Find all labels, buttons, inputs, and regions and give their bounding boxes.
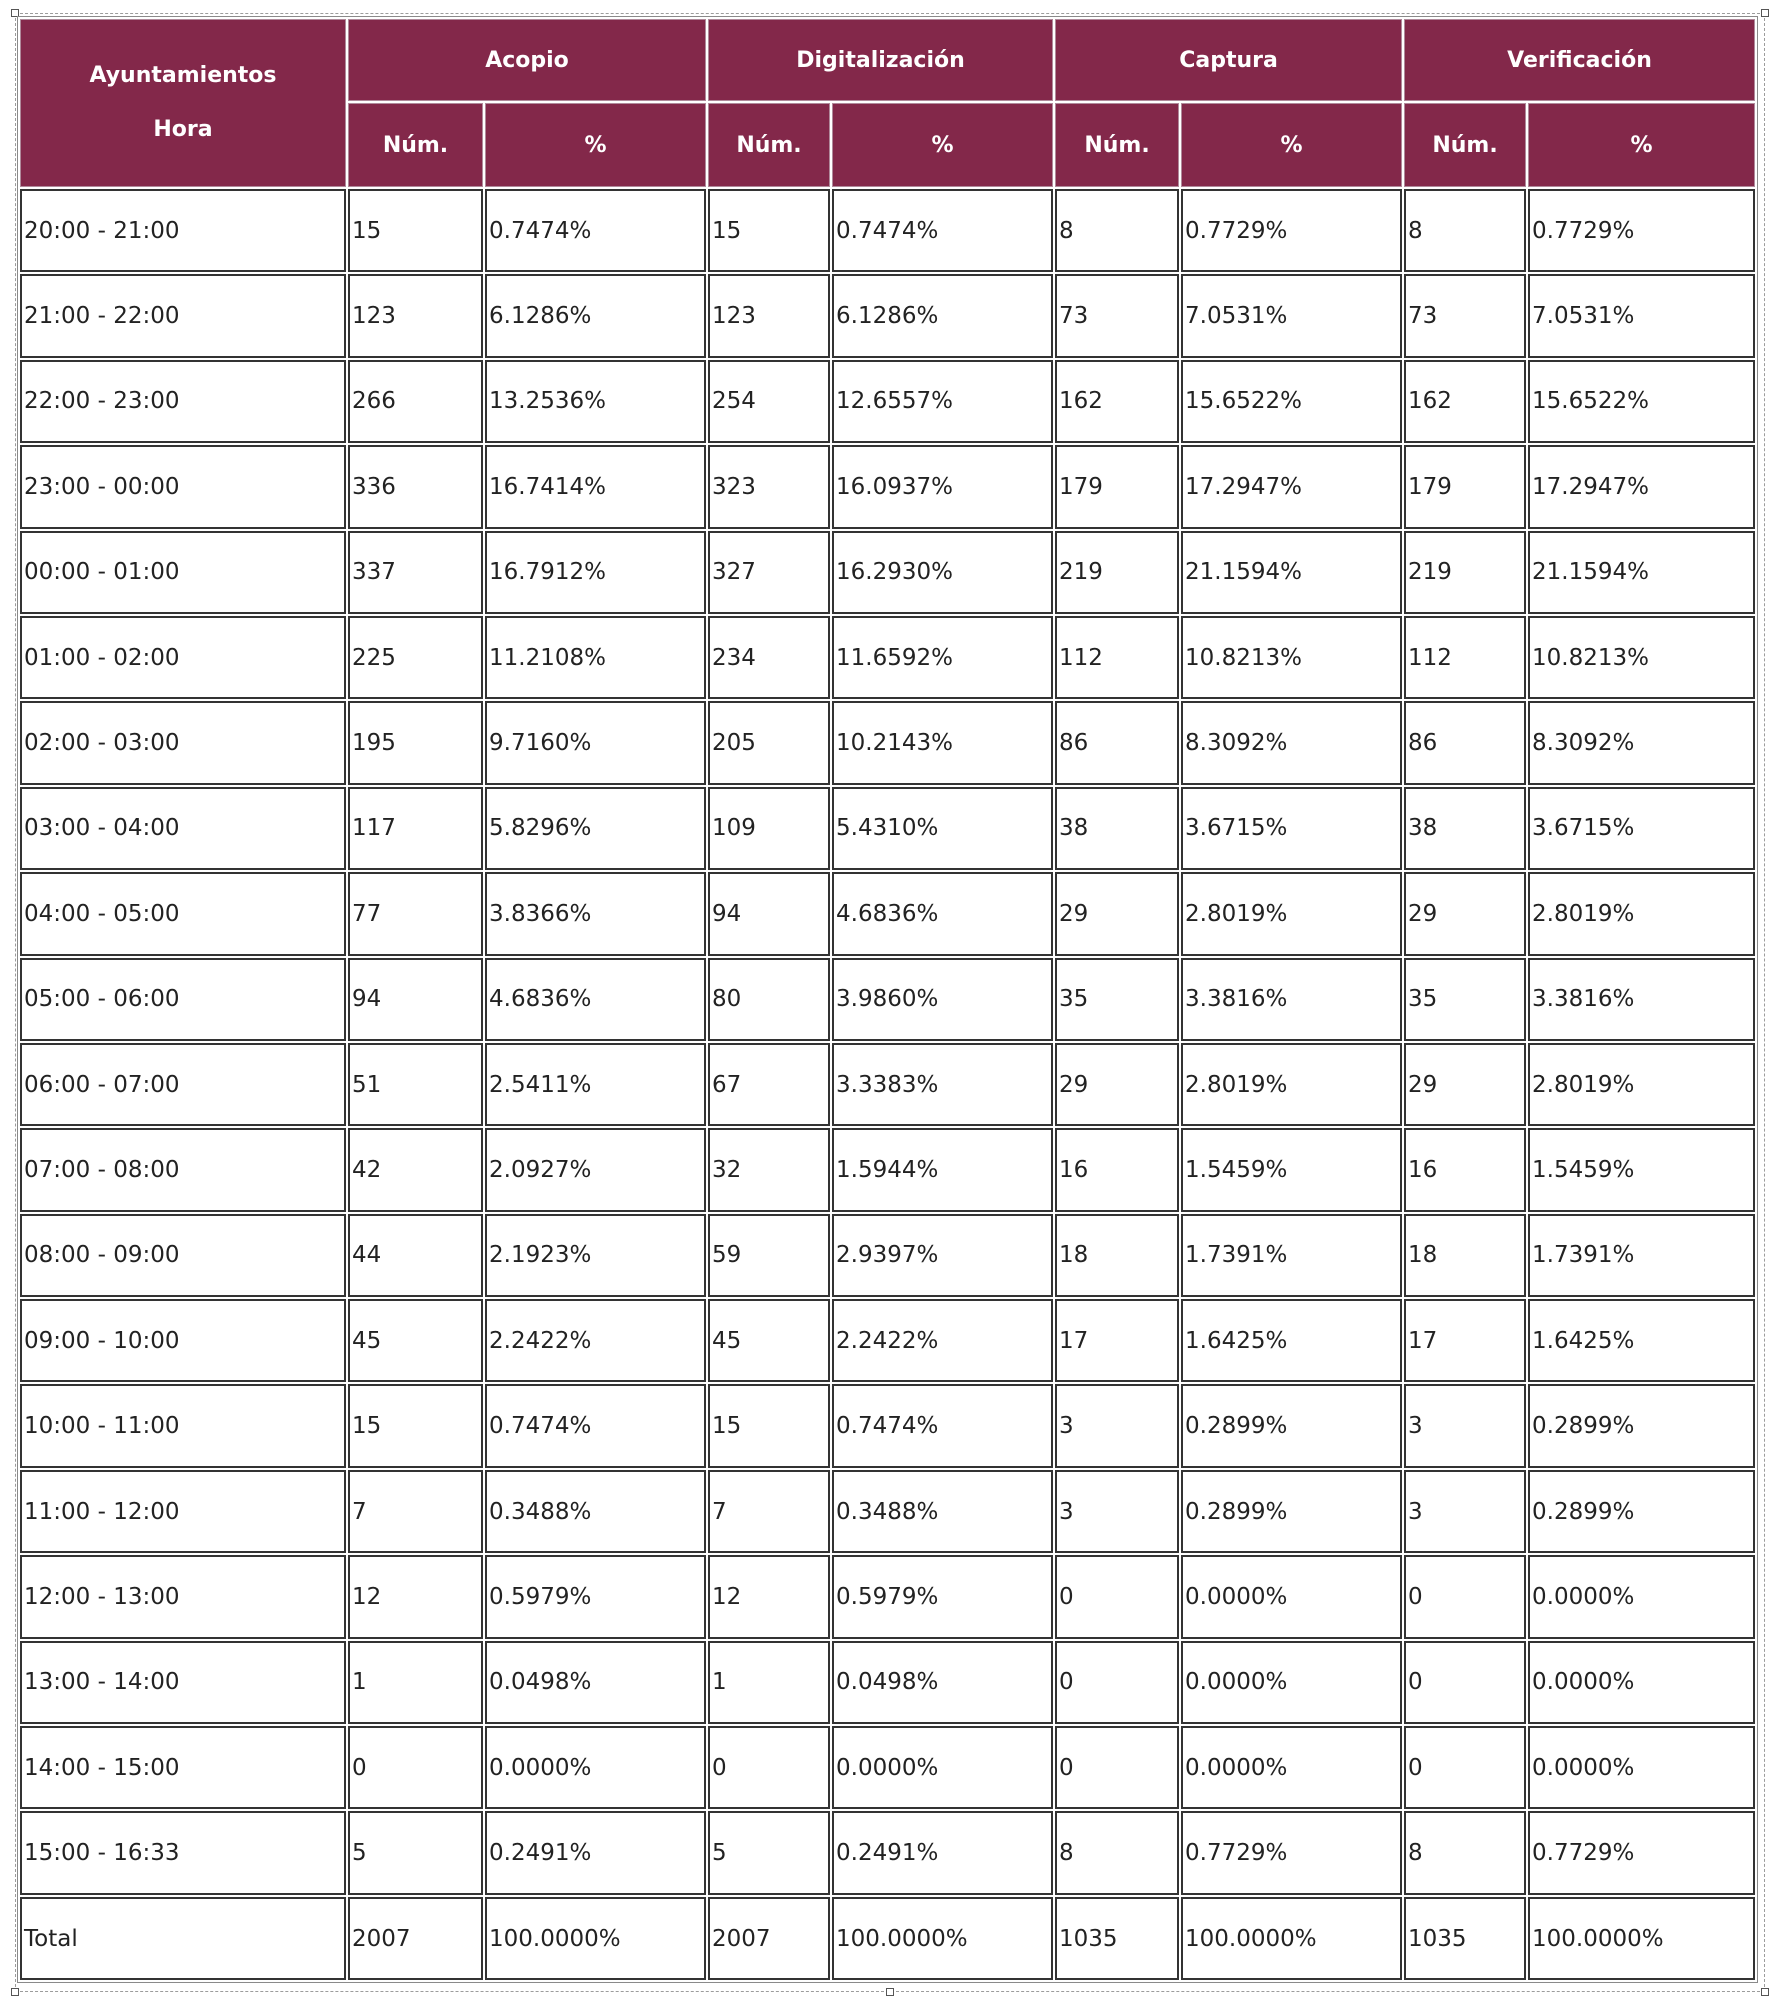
hora-cell: 14:00 - 15:00 — [20, 1726, 346, 1809]
hora-cell: 22:00 - 23:00 — [20, 360, 346, 443]
hora-cell: 07:00 - 08:00 — [20, 1128, 346, 1211]
resize-handle-top-right[interactable] — [1761, 9, 1769, 17]
captura-pct-cell: 0.2899% — [1181, 1384, 1402, 1467]
captura-num-cell: 3 — [1055, 1470, 1179, 1553]
acopio-num-cell: 5 — [348, 1811, 483, 1894]
hora-cell: 21:00 - 22:00 — [20, 274, 346, 357]
verificacion-pct-cell: 1.5459% — [1528, 1128, 1755, 1211]
digitalizacion-pct-cell: 12.6557% — [832, 360, 1053, 443]
verificacion-num-cell: 18 — [1404, 1214, 1526, 1297]
hora-cell: 12:00 - 13:00 — [20, 1555, 346, 1638]
hora-cell: 06:00 - 07:00 — [20, 1043, 346, 1126]
verificacion-num-cell: 35 — [1404, 958, 1526, 1041]
hora-cell: 08:00 - 09:00 — [20, 1214, 346, 1297]
acopio-pct-cell: 2.0927% — [485, 1128, 706, 1211]
digitalizacion-pct-cell: 16.0937% — [832, 445, 1053, 528]
captura-pct-cell: 0.7729% — [1181, 189, 1402, 272]
verificacion-num-cell: 162 — [1404, 360, 1526, 443]
verificacion-pct-cell: 0.7729% — [1528, 189, 1755, 272]
table-header — [20, 19, 1755, 187]
digitalizacion-num-cell: 1 — [708, 1641, 830, 1724]
digitalizacion-num-cell: 205 — [708, 701, 830, 784]
digitalizacion-pct-cell: 0.0000% — [832, 1726, 1053, 1809]
digitalizacion-num-cell: 80 — [708, 958, 830, 1041]
verificacion-pct-cell: 17.2947% — [1528, 445, 1755, 528]
header-group-acopio: Acopio — [348, 19, 706, 101]
acopio-num-cell: 51 — [348, 1043, 483, 1126]
header-row-groups — [20, 19, 1755, 101]
captura-num-cell: 18 — [1055, 1214, 1179, 1297]
acopio-num-cell: 15 — [348, 1384, 483, 1467]
acopio-num-cell: 1 — [348, 1641, 483, 1724]
captura-pct-cell: 21.1594% — [1181, 531, 1402, 614]
captura-num-cell: 3 — [1055, 1384, 1179, 1467]
captura-num-cell: 16 — [1055, 1128, 1179, 1211]
acopio-num-cell: 337 — [348, 531, 483, 614]
verificacion-num-cell: 73 — [1404, 274, 1526, 357]
table-row — [20, 1470, 1755, 1553]
digitalizacion-num-cell: 15 — [708, 189, 830, 272]
digitalizacion-num-cell: 2007 — [708, 1897, 830, 1980]
verificacion-num-cell: 86 — [1404, 701, 1526, 784]
digitalizacion-num-cell: 123 — [708, 274, 830, 357]
table-row — [20, 445, 1755, 528]
acopio-num-cell: 45 — [348, 1299, 483, 1382]
digitalizacion-num-cell: 45 — [708, 1299, 830, 1382]
acopio-pct-cell: 100.0000% — [485, 1897, 706, 1980]
digitalizacion-pct-cell: 3.9860% — [832, 958, 1053, 1041]
subheader-verificacion-num: Núm. — [1404, 103, 1526, 187]
acopio-pct-cell: 0.2491% — [485, 1811, 706, 1894]
hora-cell: 02:00 - 03:00 — [20, 701, 346, 784]
captura-pct-cell: 7.0531% — [1181, 274, 1402, 357]
hora-cell: 15:00 - 16:33 — [20, 1811, 346, 1894]
resize-handle-bottom-right[interactable] — [1761, 1988, 1769, 1996]
acopio-pct-cell: 5.8296% — [485, 787, 706, 870]
subheader-captura-pct: % — [1181, 103, 1402, 187]
table-row — [20, 189, 1755, 272]
hora-cell: 03:00 - 04:00 — [20, 787, 346, 870]
captura-num-cell: 0 — [1055, 1555, 1179, 1638]
table-row — [20, 531, 1755, 614]
captura-pct-cell: 1.5459% — [1181, 1128, 1402, 1211]
captura-num-cell: 73 — [1055, 274, 1179, 357]
verificacion-num-cell: 179 — [1404, 445, 1526, 528]
acopio-num-cell: 117 — [348, 787, 483, 870]
digitalizacion-pct-cell: 0.5979% — [832, 1555, 1053, 1638]
verificacion-num-cell: 1035 — [1404, 1897, 1526, 1980]
verificacion-num-cell: 0 — [1404, 1641, 1526, 1724]
acopio-pct-cell: 0.5979% — [485, 1555, 706, 1638]
digitalizacion-num-cell: 94 — [708, 872, 830, 955]
subheader-digitalizacion-num: Núm. — [708, 103, 830, 187]
hora-cell: 01:00 - 02:00 — [20, 616, 346, 699]
captura-num-cell: 219 — [1055, 531, 1179, 614]
verificacion-num-cell: 38 — [1404, 787, 1526, 870]
captura-num-cell: 0 — [1055, 1641, 1179, 1724]
header-ayuntamientos-label: Ayuntamientos — [89, 63, 277, 88]
acopio-num-cell: 42 — [348, 1128, 483, 1211]
subheader-acopio-num: Núm. — [348, 103, 483, 187]
verificacion-pct-cell: 15.6522% — [1528, 360, 1755, 443]
digitalizacion-num-cell: 59 — [708, 1214, 830, 1297]
captura-num-cell: 8 — [1055, 1811, 1179, 1894]
verificacion-pct-cell: 0.2899% — [1528, 1470, 1755, 1553]
acopio-num-cell: 0 — [348, 1726, 483, 1809]
captura-num-cell: 112 — [1055, 616, 1179, 699]
results-table — [17, 16, 1758, 1983]
acopio-num-cell: 12 — [348, 1555, 483, 1638]
subheader-captura-num: Núm. — [1055, 103, 1179, 187]
digitalizacion-pct-cell: 4.6836% — [832, 872, 1053, 955]
acopio-num-cell: 2007 — [348, 1897, 483, 1980]
digitalizacion-num-cell: 234 — [708, 616, 830, 699]
verificacion-num-cell: 112 — [1404, 616, 1526, 699]
acopio-num-cell: 77 — [348, 872, 483, 955]
digitalizacion-num-cell: 323 — [708, 445, 830, 528]
table-row — [20, 787, 1755, 870]
table-row — [20, 1726, 1755, 1809]
verificacion-pct-cell: 3.3816% — [1528, 958, 1755, 1041]
table-body — [20, 189, 1755, 1980]
digitalizacion-num-cell: 7 — [708, 1470, 830, 1553]
verificacion-pct-cell: 10.8213% — [1528, 616, 1755, 699]
digitalizacion-num-cell: 254 — [708, 360, 830, 443]
resize-handle-bottom-middle[interactable] — [886, 1988, 894, 1996]
captura-pct-cell: 2.8019% — [1181, 1043, 1402, 1126]
header-hora-label: Hora — [153, 117, 213, 142]
acopio-pct-cell: 4.6836% — [485, 958, 706, 1041]
hora-cell: 13:00 - 14:00 — [20, 1641, 346, 1724]
verificacion-num-cell: 219 — [1404, 531, 1526, 614]
verificacion-pct-cell: 0.2899% — [1528, 1384, 1755, 1467]
table-row — [20, 872, 1755, 955]
acopio-num-cell: 15 — [348, 189, 483, 272]
captura-pct-cell: 0.2899% — [1181, 1470, 1402, 1553]
hora-cell: 10:00 - 11:00 — [20, 1384, 346, 1467]
digitalizacion-pct-cell: 5.4310% — [832, 787, 1053, 870]
table-row — [20, 1384, 1755, 1467]
verificacion-num-cell: 29 — [1404, 1043, 1526, 1126]
verificacion-pct-cell: 8.3092% — [1528, 701, 1755, 784]
verificacion-pct-cell: 100.0000% — [1528, 1897, 1755, 1980]
digitalizacion-pct-cell: 0.7474% — [832, 189, 1053, 272]
hora-cell: 05:00 - 06:00 — [20, 958, 346, 1041]
acopio-num-cell: 266 — [348, 360, 483, 443]
table-row — [20, 274, 1755, 357]
captura-num-cell: 179 — [1055, 445, 1179, 528]
verificacion-pct-cell: 2.8019% — [1528, 872, 1755, 955]
subheader-digitalizacion-pct: % — [832, 103, 1053, 187]
hora-cell: 23:00 - 00:00 — [20, 445, 346, 528]
subheader-verificacion-pct: % — [1528, 103, 1755, 187]
acopio-pct-cell: 0.0498% — [485, 1641, 706, 1724]
captura-num-cell: 162 — [1055, 360, 1179, 443]
captura-pct-cell: 0.0000% — [1181, 1641, 1402, 1724]
verificacion-num-cell: 8 — [1404, 1811, 1526, 1894]
verificacion-num-cell: 0 — [1404, 1555, 1526, 1638]
acopio-num-cell: 44 — [348, 1214, 483, 1297]
hora-cell: 09:00 - 10:00 — [20, 1299, 346, 1382]
captura-pct-cell: 8.3092% — [1181, 701, 1402, 784]
verificacion-pct-cell: 0.0000% — [1528, 1641, 1755, 1724]
captura-num-cell: 1035 — [1055, 1897, 1179, 1980]
hora-cell: 20:00 - 21:00 — [20, 189, 346, 272]
acopio-pct-cell: 0.7474% — [485, 1384, 706, 1467]
digitalizacion-pct-cell: 1.5944% — [832, 1128, 1053, 1211]
verificacion-num-cell: 17 — [1404, 1299, 1526, 1382]
acopio-pct-cell: 0.3488% — [485, 1470, 706, 1553]
digitalizacion-num-cell: 67 — [708, 1043, 830, 1126]
acopio-num-cell: 123 — [348, 274, 483, 357]
captura-pct-cell: 100.0000% — [1181, 1897, 1402, 1980]
verificacion-pct-cell: 7.0531% — [1528, 274, 1755, 357]
digitalizacion-num-cell: 15 — [708, 1384, 830, 1467]
table-row — [20, 1128, 1755, 1211]
verificacion-pct-cell: 21.1594% — [1528, 531, 1755, 614]
header-group-digitalizacion: Digitalización — [708, 19, 1053, 101]
captura-pct-cell: 0.0000% — [1181, 1726, 1402, 1809]
captura-pct-cell: 3.3816% — [1181, 958, 1402, 1041]
digitalizacion-pct-cell: 0.7474% — [832, 1384, 1053, 1467]
hora-cell: 11:00 - 12:00 — [20, 1470, 346, 1553]
digitalizacion-num-cell: 5 — [708, 1811, 830, 1894]
verificacion-pct-cell: 1.6425% — [1528, 1299, 1755, 1382]
acopio-num-cell: 225 — [348, 616, 483, 699]
acopio-pct-cell: 2.1923% — [485, 1214, 706, 1297]
verificacion-pct-cell: 1.7391% — [1528, 1214, 1755, 1297]
verificacion-pct-cell: 0.7729% — [1528, 1811, 1755, 1894]
digitalizacion-num-cell: 0 — [708, 1726, 830, 1809]
header-ayuntamientos-hora — [20, 19, 346, 187]
captura-num-cell: 29 — [1055, 872, 1179, 955]
acopio-pct-cell: 16.7912% — [485, 531, 706, 614]
verificacion-num-cell: 29 — [1404, 872, 1526, 955]
digitalizacion-num-cell: 32 — [708, 1128, 830, 1211]
subheader-acopio-pct: % — [485, 103, 706, 187]
captura-num-cell: 0 — [1055, 1726, 1179, 1809]
digitalizacion-pct-cell: 0.2491% — [832, 1811, 1053, 1894]
digitalizacion-num-cell: 12 — [708, 1555, 830, 1638]
captura-num-cell: 8 — [1055, 189, 1179, 272]
acopio-pct-cell: 16.7414% — [485, 445, 706, 528]
captura-pct-cell: 2.8019% — [1181, 872, 1402, 955]
digitalizacion-pct-cell: 0.3488% — [832, 1470, 1053, 1553]
digitalizacion-pct-cell: 0.0498% — [832, 1641, 1053, 1724]
table-row — [20, 1641, 1755, 1724]
acopio-num-cell: 7 — [348, 1470, 483, 1553]
verificacion-pct-cell: 0.0000% — [1528, 1555, 1755, 1638]
acopio-num-cell: 94 — [348, 958, 483, 1041]
header-group-verificacion: Verificación — [1404, 19, 1755, 101]
captura-pct-cell: 0.7729% — [1181, 1811, 1402, 1894]
digitalizacion-pct-cell: 16.2930% — [832, 531, 1053, 614]
digitalizacion-num-cell: 109 — [708, 787, 830, 870]
acopio-pct-cell: 11.2108% — [485, 616, 706, 699]
digitalizacion-pct-cell: 2.2422% — [832, 1299, 1053, 1382]
table-row — [20, 1811, 1755, 1894]
table-row — [20, 1555, 1755, 1638]
acopio-pct-cell: 2.5411% — [485, 1043, 706, 1126]
hora-cell: 00:00 - 01:00 — [20, 531, 346, 614]
captura-num-cell: 86 — [1055, 701, 1179, 784]
table-row — [20, 360, 1755, 443]
verificacion-pct-cell: 3.6715% — [1528, 787, 1755, 870]
acopio-pct-cell: 2.2422% — [485, 1299, 706, 1382]
digitalizacion-pct-cell: 2.9397% — [832, 1214, 1053, 1297]
captura-num-cell: 35 — [1055, 958, 1179, 1041]
captura-pct-cell: 10.8213% — [1181, 616, 1402, 699]
acopio-pct-cell: 13.2536% — [485, 360, 706, 443]
verificacion-pct-cell: 2.8019% — [1528, 1043, 1755, 1126]
captura-pct-cell: 3.6715% — [1181, 787, 1402, 870]
verificacion-pct-cell: 0.0000% — [1528, 1726, 1755, 1809]
acopio-pct-cell: 3.8366% — [485, 872, 706, 955]
verificacion-num-cell: 3 — [1404, 1470, 1526, 1553]
acopio-pct-cell: 6.1286% — [485, 274, 706, 357]
captura-pct-cell: 1.6425% — [1181, 1299, 1402, 1382]
acopio-num-cell: 195 — [348, 701, 483, 784]
captura-num-cell: 38 — [1055, 787, 1179, 870]
digitalizacion-pct-cell: 11.6592% — [832, 616, 1053, 699]
acopio-pct-cell: 0.7474% — [485, 189, 706, 272]
digitalizacion-pct-cell: 6.1286% — [832, 274, 1053, 357]
table-row — [20, 701, 1755, 784]
captura-pct-cell: 17.2947% — [1181, 445, 1402, 528]
table-row — [20, 1214, 1755, 1297]
verificacion-num-cell: 0 — [1404, 1726, 1526, 1809]
table-row — [20, 1299, 1755, 1382]
captura-pct-cell: 0.0000% — [1181, 1555, 1402, 1638]
table-row — [20, 616, 1755, 699]
table-row — [20, 1043, 1755, 1126]
digitalizacion-num-cell: 327 — [708, 531, 830, 614]
total-row — [20, 1897, 1755, 1980]
acopio-pct-cell: 9.7160% — [485, 701, 706, 784]
digitalizacion-pct-cell: 10.2143% — [832, 701, 1053, 784]
digitalizacion-pct-cell: 3.3383% — [832, 1043, 1053, 1126]
resize-handle-bottom-left[interactable] — [11, 1988, 19, 1996]
captura-pct-cell: 15.6522% — [1181, 360, 1402, 443]
acopio-num-cell: 336 — [348, 445, 483, 528]
hora-cell: 04:00 - 05:00 — [20, 872, 346, 955]
total-label-cell: Total — [20, 1897, 346, 1980]
captura-pct-cell: 1.7391% — [1181, 1214, 1402, 1297]
acopio-pct-cell: 0.0000% — [485, 1726, 706, 1809]
captura-num-cell: 29 — [1055, 1043, 1179, 1126]
header-group-captura: Captura — [1055, 19, 1402, 101]
verificacion-num-cell: 3 — [1404, 1384, 1526, 1467]
captura-num-cell: 17 — [1055, 1299, 1179, 1382]
table-row — [20, 958, 1755, 1041]
verificacion-num-cell: 16 — [1404, 1128, 1526, 1211]
digitalizacion-pct-cell: 100.0000% — [832, 1897, 1053, 1980]
verificacion-num-cell: 8 — [1404, 189, 1526, 272]
